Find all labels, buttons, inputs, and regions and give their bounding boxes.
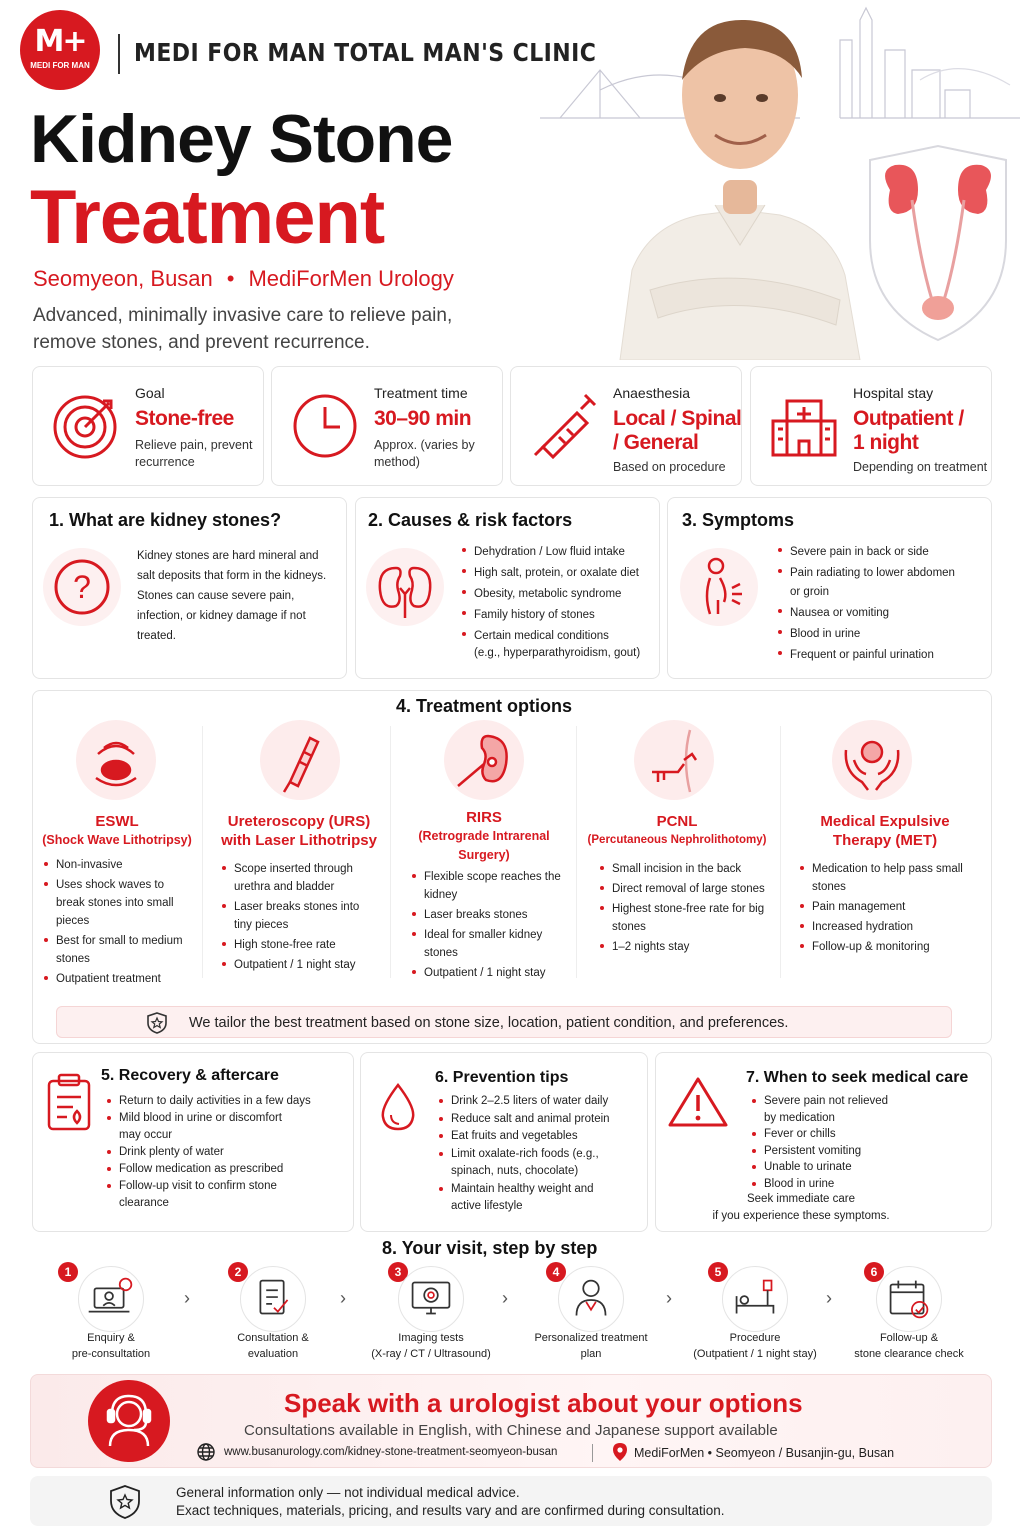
stat-card-treatment-time — [271, 366, 503, 486]
pain-figure-icon-bg — [680, 548, 758, 626]
treatment-eswl — [36, 716, 198, 986]
step-label-line1: Follow-up & — [879, 1332, 939, 1344]
list-item: Pain radiating to lower abdomen — [776, 563, 981, 584]
stat-note: Depending on treatment — [853, 460, 988, 474]
logo-subtext: MEDI FOR MAN — [30, 61, 90, 70]
doctor-portrait — [620, 20, 860, 360]
hands-stone-icon — [832, 720, 912, 800]
treatment-met — [786, 716, 984, 986]
column-divider — [576, 726, 577, 978]
treatment-name: ESWL — [95, 813, 139, 830]
step-icon-bg — [558, 1266, 624, 1332]
list-item: Best for small to medium stones — [42, 932, 194, 968]
stat-label: Treatment time — [374, 385, 468, 401]
chevron-right-icon: › — [340, 1288, 346, 1308]
list-item: Follow medication as prescribed — [105, 1161, 345, 1178]
list-item: Uses shock waves to break stones into small pieces — [42, 876, 194, 930]
website-link[interactable]: www.busanurology.com/kidney-stone-treatment-seomyeon-busan — [224, 1446, 558, 1458]
kidney-shield-icon — [870, 146, 1006, 340]
treatment-name: PCNL — [656, 813, 698, 830]
seek-list — [750, 1093, 950, 1192]
treatment-met-list — [798, 860, 978, 958]
header-divider — [118, 34, 120, 74]
tailor-text: We tailor the best treatment based on stone size, location, patient condition, and preferences. — [189, 1015, 789, 1031]
treatment-eswl-list — [42, 856, 194, 990]
step-icon-bg — [240, 1266, 306, 1332]
recovery-list — [105, 1093, 345, 1212]
step-number: 5 — [708, 1262, 728, 1282]
chevron-right-icon: › — [502, 1288, 508, 1308]
urologist-headset-icon — [88, 1380, 170, 1462]
monitor-scan-icon — [399, 1267, 463, 1331]
step-label-line1: Procedure — [729, 1332, 781, 1344]
section-title: 2. Causes & risk factors — [368, 510, 573, 530]
list-item: Outpatient / 1 night stay — [410, 964, 570, 982]
step-label-line2: stone clearance check — [854, 1348, 964, 1360]
list-item: Pain management — [798, 898, 978, 916]
tailor-banner — [56, 1006, 952, 1038]
treatment-subtitle: (Retrograde Intrarenal Surgery) — [418, 829, 550, 862]
section-seek-care — [655, 1052, 992, 1232]
target-icon — [47, 387, 125, 465]
section-symptoms — [667, 497, 992, 679]
clinic-name: MEDI FOR MAN TOTAL MAN'S CLINIC — [134, 38, 597, 67]
checklist-icon — [241, 1267, 305, 1331]
hospital-icon — [765, 387, 843, 465]
treatment-rirs-list — [410, 868, 570, 984]
cta-title: Speak with a urologist about your options — [284, 1388, 803, 1418]
list-item: Reduce salt and animal protein — [437, 1111, 643, 1129]
column-divider — [390, 726, 391, 978]
location-clinic: MediForMen Urology — [248, 266, 454, 291]
location-pin-icon — [612, 1442, 628, 1462]
hero-illustration — [540, 0, 1020, 360]
list-item: Maintain healthy weight and active lifestyle — [437, 1181, 597, 1216]
list-item: Frequent or painful urination — [776, 645, 981, 666]
list-item: Eat fruits and vegetables — [437, 1128, 643, 1146]
step-label — [680, 1330, 830, 1362]
treatment-subtitle: with Laser Lithotripsy — [221, 832, 377, 849]
step-label-line1: Consultation & — [237, 1332, 309, 1344]
treatment-name: Medical Expulsive — [820, 813, 950, 830]
list-item: Increased hydration — [798, 918, 978, 936]
chevron-right-icon: › — [826, 1288, 832, 1308]
list-item: Dehydration / Low fluid intake — [460, 542, 655, 563]
list-item: Certain medical conditions — [460, 626, 655, 647]
list-item: Blood in urine — [750, 1176, 950, 1193]
section-title: 3. Symptoms — [682, 510, 795, 530]
list-item: Highest stone-free rate for big stones — [598, 900, 768, 936]
list-item: Obesity, metabolic syndrome — [460, 584, 655, 605]
step-label — [356, 1330, 506, 1362]
svg-text:?: ? — [73, 569, 91, 605]
step-number: 2 — [228, 1262, 248, 1282]
globe-icon — [196, 1442, 216, 1462]
step-number: 3 — [388, 1262, 408, 1282]
step-number: 4 — [546, 1262, 566, 1282]
causes-list — [460, 542, 655, 664]
list-item: Fever or chills — [750, 1126, 950, 1143]
section-recovery — [32, 1052, 354, 1232]
section-title: 5. Recovery & aftercare — [101, 1067, 279, 1084]
treatment-subtitle: Therapy (MET) — [832, 832, 938, 849]
list-item: Drink 2–2.5 liters of water daily — [437, 1093, 643, 1111]
stat-label: Hospital stay — [853, 385, 934, 401]
list-item: Follow-up visit to confirm stone clearance — [105, 1178, 295, 1212]
section-title: 1. What are kidney stones? — [49, 510, 282, 530]
stat-value: Local / Spinal / General — [613, 407, 742, 454]
step-number: 6 — [864, 1262, 884, 1282]
cta-divider — [592, 1444, 593, 1462]
list-item-continued: (e.g., hyperparathyroidism, gout) — [474, 647, 641, 659]
treatment-subtitle: (Shock Wave Lithotripsy) — [42, 833, 192, 847]
section-what-are-kidney-stones — [32, 497, 347, 679]
laptop-person-icon — [79, 1267, 143, 1331]
list-item: Blood in urine — [776, 624, 981, 645]
stat-note: Based on procedure — [613, 460, 726, 474]
step-number: 1 — [58, 1262, 78, 1282]
chevron-right-icon: › — [666, 1288, 672, 1308]
stat-card-goal — [32, 366, 264, 486]
stat-value: Outpatient / 1 night — [853, 407, 964, 454]
treatment-urs — [210, 716, 388, 986]
list-item: Follow-up & monitoring — [798, 938, 978, 956]
list-item: Non-invasive — [42, 856, 194, 874]
stat-value: 30–90 min — [374, 407, 472, 430]
clinic-location: MediForMen • Seomyeon / Busanjin-gu, Busan — [634, 1446, 895, 1460]
syringe-icon — [525, 387, 603, 465]
disclaimer-line1: General information only — not individual medical advice. — [176, 1485, 520, 1500]
list-item: Laser breaks stones — [410, 906, 570, 924]
treatment-title: 4. Treatment options — [396, 696, 573, 716]
seek-note-line2: if you experience these symptoms. — [712, 1210, 890, 1222]
section-causes — [355, 497, 660, 679]
step-label-line2: pre-consultation — [71, 1348, 151, 1360]
list-item: Limit oxalate-rich foods (e.g., spinach, nuts, chocolate) — [437, 1146, 617, 1181]
step-label-line1: Personalized treatment — [534, 1332, 648, 1344]
list-item: Outpatient treatment — [42, 970, 194, 988]
list-item: Mild blood in urine or discomfort may occur — [105, 1110, 305, 1144]
warning-icon — [666, 1073, 730, 1131]
treatment-name: RIRS — [466, 809, 502, 826]
doctor-icon — [559, 1267, 623, 1331]
list-item: Unable to urinate — [750, 1159, 950, 1176]
hospital-bed-icon — [723, 1267, 787, 1331]
stat-note: Approx. (varies by method) — [374, 438, 475, 469]
disclaimer-line2: Exact techniques, materials, pricing, and results vary and are confirmed during consultation. — [176, 1503, 725, 1518]
list-item: High stone-free rate — [220, 936, 380, 954]
question-icon-bg — [43, 548, 121, 626]
stat-label: Anaesthesia — [613, 385, 691, 401]
step-label-line2: evaluation — [247, 1348, 299, 1360]
list-item-continued: or groin — [790, 586, 829, 598]
step-label-line2: plan — [580, 1348, 602, 1360]
step-icon-bg — [398, 1266, 464, 1332]
list-item: Nausea or vomiting — [776, 603, 981, 624]
step-label-line1: Enquiry & — [87, 1332, 135, 1344]
step-label-line2: (X-ray / CT / Ultrasound) — [371, 1348, 491, 1360]
step-label — [36, 1330, 186, 1362]
location-separator: • — [226, 266, 235, 291]
treatment-rirs — [396, 716, 572, 986]
step-icon-bg — [722, 1266, 788, 1332]
page-title-line1: Kidney Stone — [30, 101, 453, 177]
stat-note: Relieve pain, prevent recurrence — [135, 438, 253, 469]
logo-mark: M+ — [34, 24, 86, 59]
step-label — [834, 1330, 984, 1362]
incision-icon — [634, 720, 714, 800]
symptoms-list — [776, 542, 981, 666]
section-prevention — [360, 1052, 648, 1232]
list-item: Family history of stones — [460, 605, 655, 626]
seek-note — [656, 1191, 946, 1225]
incision-icon-bg — [634, 720, 714, 800]
laser-scope-icon-bg — [260, 720, 340, 800]
stat-card-hospital-stay — [750, 366, 992, 486]
list-item: Severe pain not relieved by medication — [750, 1093, 900, 1126]
steps-title: 8. Your visit, step by step — [382, 1238, 598, 1258]
kidneys-icon — [366, 548, 444, 626]
hands-stone-icon-bg — [832, 720, 912, 800]
laser-scope-icon — [260, 720, 340, 800]
stat-card-anaesthesia — [510, 366, 742, 486]
list-item: Laser breaks stones into tiny pieces — [220, 898, 380, 934]
clinic-logo — [20, 10, 100, 90]
treatment-subtitle: (Percutaneous Nephrolithotomy) — [587, 834, 767, 846]
list-item: Small incision in the back — [598, 860, 768, 878]
clock-icon — [286, 387, 364, 465]
list-item: Persistent vomiting — [750, 1143, 950, 1160]
clipboard-icon — [39, 1071, 99, 1135]
step-label — [198, 1330, 348, 1362]
calendar-check-icon — [877, 1267, 941, 1331]
step-label-line1: Imaging tests — [398, 1332, 464, 1344]
disclaimer-text — [176, 1484, 725, 1520]
stat-value: Stone-free — [135, 407, 234, 430]
section-title: 6. Prevention tips — [435, 1069, 569, 1086]
step-label-line2: (Outpatient / 1 night stay) — [693, 1348, 817, 1360]
list-item: High salt, protein, or oxalate diet — [460, 563, 655, 584]
list-item: Medication to help pass small stones — [798, 860, 978, 896]
water-drop-icon — [373, 1079, 423, 1135]
treatment-pcnl-list — [598, 860, 768, 958]
list-item: Outpatient / 1 night stay — [220, 956, 380, 974]
list-item: Ideal for smaller kidney stones — [410, 926, 570, 962]
page-title-line2: Treatment — [30, 175, 385, 260]
prevention-list — [437, 1093, 643, 1216]
column-divider — [202, 726, 203, 978]
pain-figure-icon — [680, 548, 758, 626]
step-icon-bg — [876, 1266, 942, 1332]
treatment-pcnl — [582, 716, 772, 986]
shockwave-icon — [76, 720, 156, 800]
list-item: Flexible scope reaches the kidney — [410, 868, 570, 904]
step-icon-bg — [78, 1266, 144, 1332]
intro-text: Advanced, minimally invasive care to relieve pain, remove stones, and prevent recurrence. — [33, 305, 453, 353]
shield-star-icon — [145, 1011, 169, 1035]
section-body: Kidney stones are hard mineral and salt deposits that form in the kidneys. Stones can cause severe pain, infection, or kidney damage if not treated. — [137, 550, 327, 642]
kidneys-icon-bg — [366, 548, 444, 626]
cta-subtitle: Consultations available in English, with Chinese and Japanese support available — [244, 1422, 778, 1439]
list-item: Scope inserted through urethra and bladder — [220, 860, 380, 896]
stat-label: Goal — [135, 385, 165, 401]
treatment-urs-list — [220, 860, 380, 976]
section-title: 7. When to seek medical care — [746, 1069, 969, 1086]
location-city: Seomyeon, Busan — [33, 266, 213, 291]
column-divider — [780, 726, 781, 978]
list-item: 1–2 nights stay — [598, 938, 768, 956]
seek-note-line1: Seek immediate care — [746, 1193, 856, 1205]
shockwave-icon-bg — [76, 720, 156, 800]
treatment-name: Ureteroscopy (URS) — [227, 813, 371, 830]
question-icon — [43, 548, 121, 626]
shield-star-icon — [108, 1484, 142, 1520]
kidney-scope-icon — [444, 720, 524, 800]
chevron-right-icon: › — [184, 1288, 190, 1308]
list-item: Severe pain in back or side — [776, 542, 981, 563]
location-line — [33, 266, 454, 292]
list-item: Drink plenty of water — [105, 1144, 345, 1161]
list-item: Direct removal of large stones — [598, 880, 768, 898]
step-label — [516, 1330, 666, 1362]
list-item: Return to daily activities in a few days — [105, 1093, 345, 1110]
kidney-scope-icon-bg — [444, 720, 524, 800]
